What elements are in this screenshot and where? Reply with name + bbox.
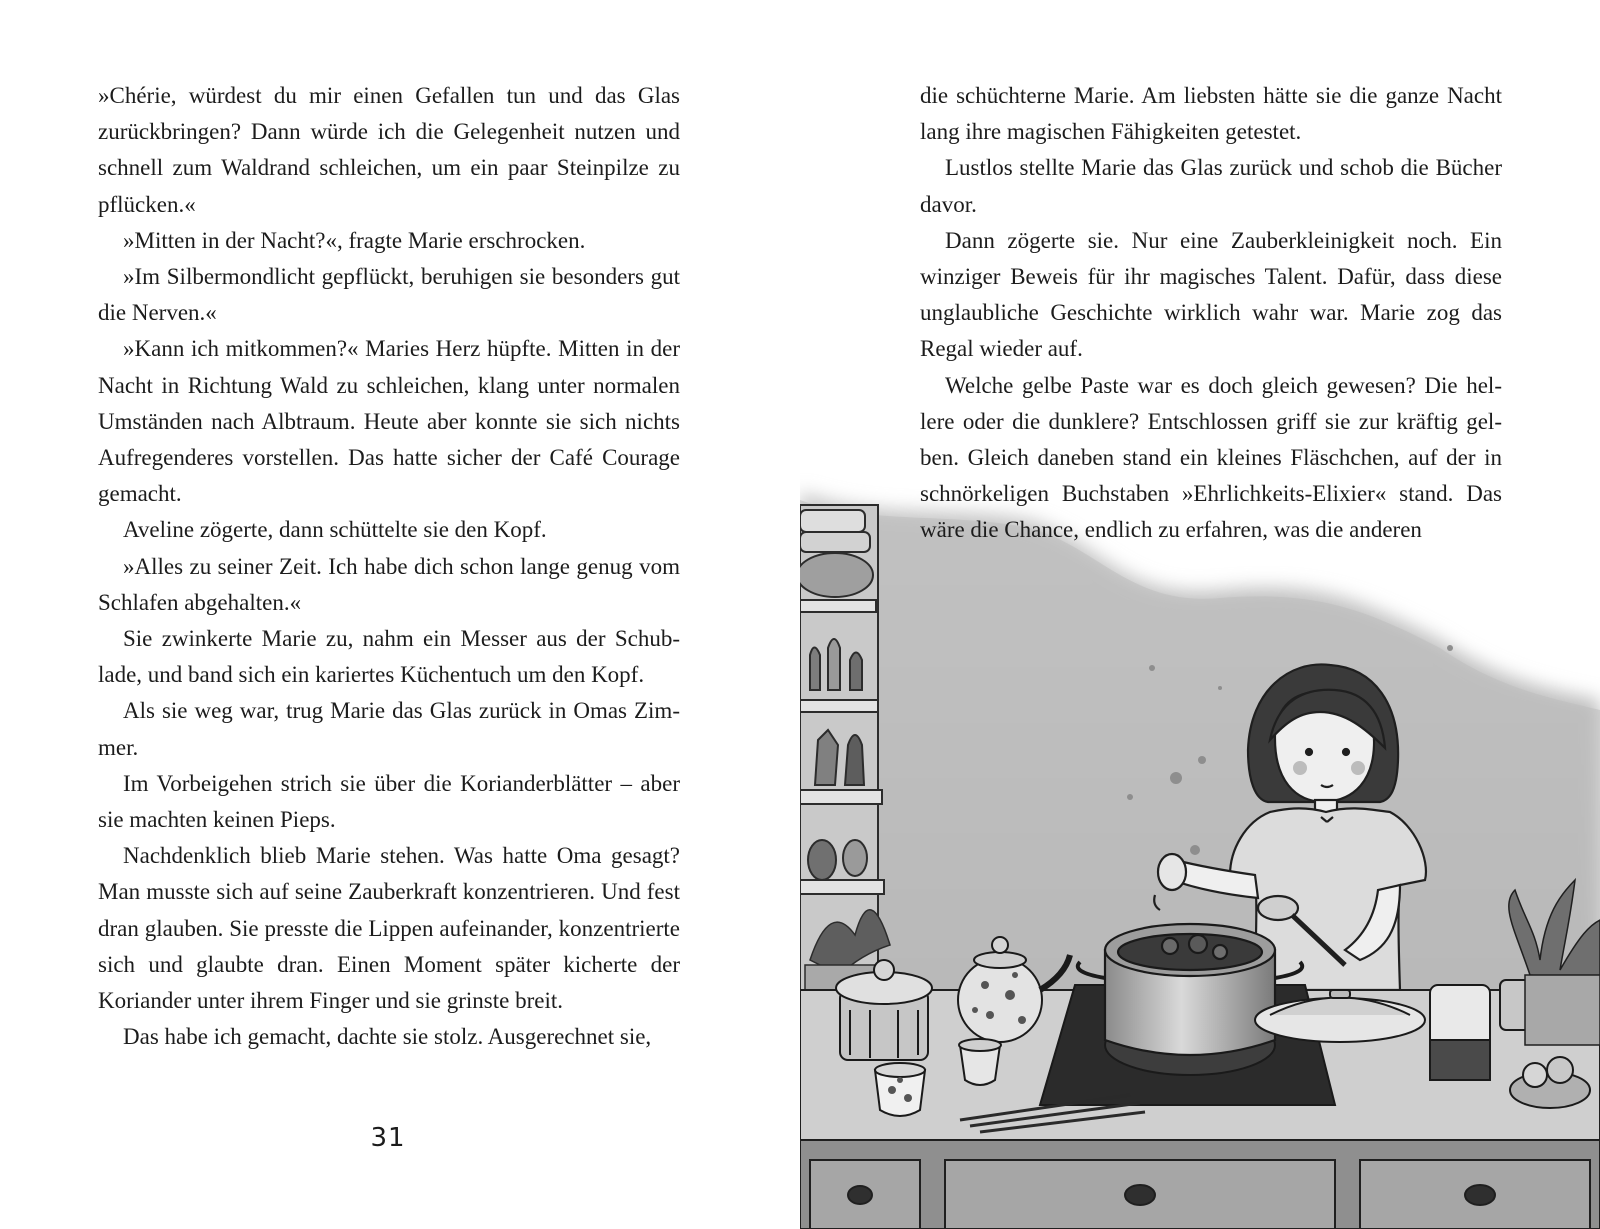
paragraph: die schüchterne Marie. Am liebsten hätte sie die ganze Nacht lang ihre magischen Fähigkeiten getestet. <box>920 83 1502 145</box>
page-number: 31 <box>370 1123 406 1153</box>
left-text-column <box>98 78 680 1055</box>
paragraph: »Kann ich mitkommen?« Maries Herz hüpfte. Mitten in der Nacht in Richtung Wald zu schleichen, klang unter normalen Umständen nach Albtraum. Heute aber konnte sie sich nichts Aufregenderes vorstellen. Das hatte sicher der Café Courage gemacht. <box>98 336 680 507</box>
right-text-column <box>920 78 1502 549</box>
paragraph: Als sie weg war, trug Marie das Glas zurück in Omas Zimmer. <box>98 698 680 760</box>
right-page <box>800 0 1600 1229</box>
paragraph: Sie zwinkerte Marie zu, nahm ein Messer aus der Schublade, und band sich ein kariertes Küchentuch um den Kopf. <box>98 626 680 688</box>
paragraph: »Im Silbermondlicht gepflückt, beruhigen sie besonders gut die Nerven.« <box>98 264 680 326</box>
paragraph: »Alles zu seiner Zeit. Ich habe dich schon lange genug vom Schlafen abgehalten.« <box>98 553 680 615</box>
paragraph: Das habe ich gemacht, dachte sie stolz. Ausgerechnet sie, <box>123 1024 652 1050</box>
paragraph: Nachdenklich blieb Marie stehen. Was hatte Oma gesagt? Man musste sich auf seine Zauberkraft konzentrieren. Und fest dran glauben. Sie presste die Lippen aufeinander, konzentrierte sich und glaubte dran. Einen Moment später kicherte der Koriander unter ihrem Finger und sie grinste breit. <box>98 843 680 1014</box>
paragraph: Dann zögerte sie. Nur eine Zauberkleinigkeit noch. Ein winziger Beweis für ihr magisches Talent. Dafür, dass diese unglaubliche Geschichte wirklich wahr war. Marie zog das Regal wieder auf. <box>920 227 1502 362</box>
paragraph: Lustlos stellte Marie das Glas zurück und schob die Bücher davor. <box>920 155 1502 217</box>
paragraph: Im Vorbeigehen strich sie über die Korianderblätter – aber sie machten keinen Pieps. <box>98 770 680 833</box>
paragraph: Aveline zögerte, dann schüttelte sie den Kopf. <box>123 517 547 543</box>
paragraph: »Chérie, würdest du mir einen Gefallen tun und das Glas zurückbringen? Dann würde ich die Gelegenheit nutzen und schnell zum Waldrand schleichen, um ein paar Steinpilze zu pflücken.« <box>98 83 680 217</box>
paragraph: Welche gelbe Paste war es doch gleich gewesen? Die hellere oder die dunklere? Entschlossen griff sie zur kräftig gelben. Gleich daneben stand ein kleines Fläschchen, auf der in schnörkeligen Buchstaben »Ehrlichkeits-Elixier« stand. Das wäre die Chance, endlich zu erfahren, was die anderen <box>920 372 1502 543</box>
paragraph: »Mitten in der Nacht?«, fragte Marie erschrocken. <box>123 227 586 253</box>
cooking-pot <box>1078 924 1302 1055</box>
